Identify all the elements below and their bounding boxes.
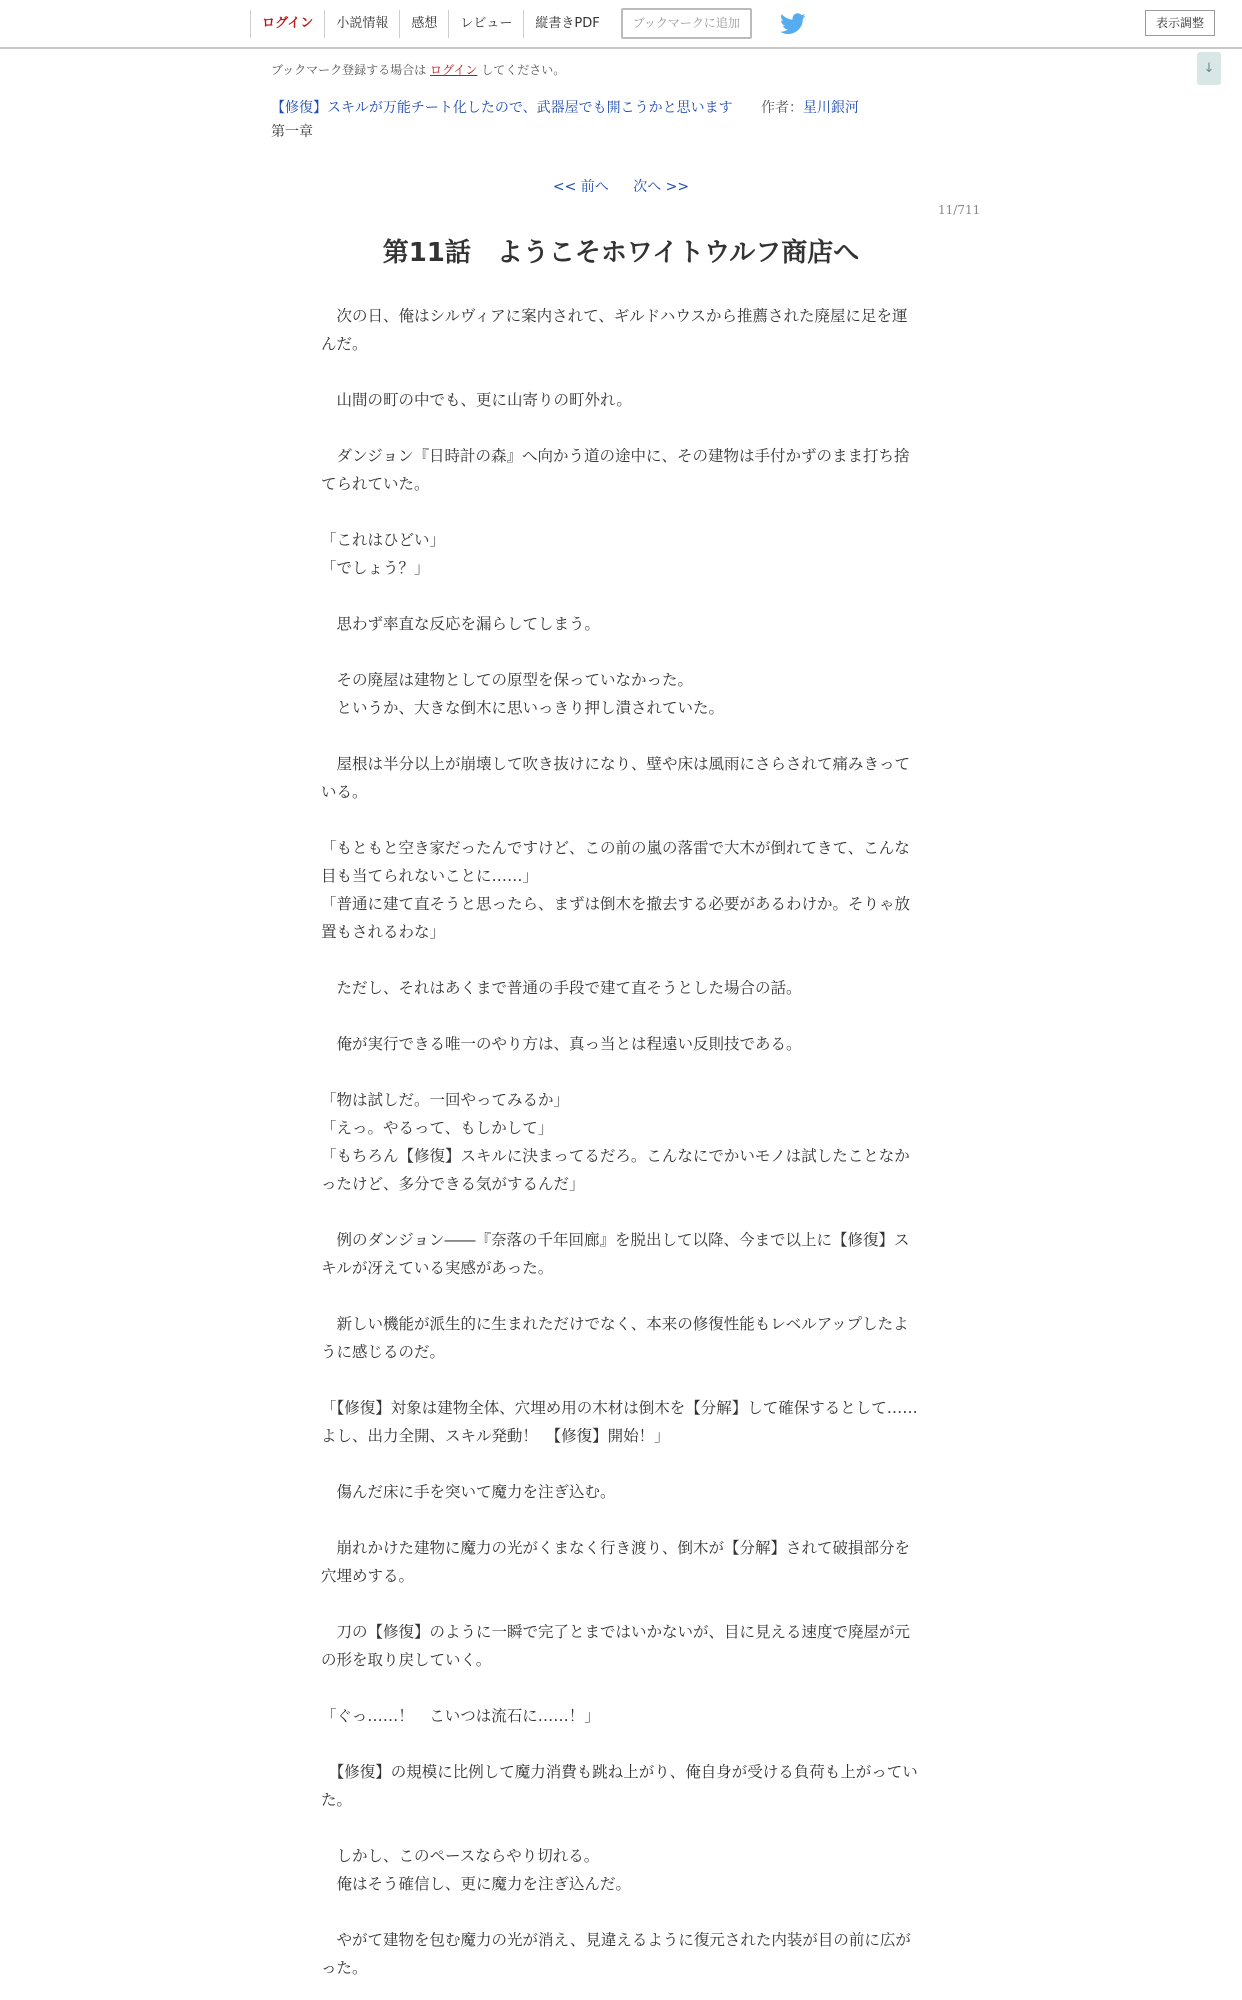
twitter-icon[interactable] [780, 13, 806, 35]
top-nav [250, 0, 806, 47]
novel-title-line [271, 97, 859, 117]
paragraph-gap [321, 1814, 921, 1842]
bookmark-note-text: ブックマーク登録する場合は [271, 63, 427, 77]
bookmark-note-suffix: してください。 [481, 63, 566, 77]
paragraph-gap [321, 638, 921, 666]
body-line: 例のダンジョン――『奈落の千年回廊』を脱出して以降、今まで以上に【修復】スキルが冴えている実感があった。 [321, 1231, 910, 1277]
paragraph-gap [321, 722, 921, 750]
body-line: 「【修復】対象は建物全体、穴埋め用の木材は倒木を【分解】して確保するとして……よし、出力全開、スキル発動！ 【修復】開始！」 [321, 1399, 918, 1445]
paragraph-gap [321, 1002, 921, 1030]
episode-title: 第11話 ようこそホワイトウルフ商店へ [382, 238, 860, 268]
body-line: 「もちろん【修復】スキルに決まってるだろ。こんなにでかいモノは試したことなかったけど、多分できる気がするんだ」 [321, 1147, 910, 1193]
paragraph-gap [321, 498, 921, 526]
paragraph-gap [321, 1506, 921, 1534]
body-line: 思わず率直な反応を漏らしてしまう。 [321, 615, 601, 633]
body-line: 【修復】の規模に比例して魔力消費も跳ね上がり、俺自身が受ける負荷も上がっていた。 [321, 1763, 918, 1809]
body-line: 「えっ。やるって、もしかして」 [321, 1119, 554, 1137]
author-link[interactable]: 星川銀河 [803, 100, 860, 116]
nav-novel-info[interactable]: 小説情報 [324, 10, 399, 38]
novel-body [321, 302, 921, 1982]
body-line: 新しい機能が派生的に生まれただけでなく、本来の修復性能もレベルアップしたように感じるのだ。 [321, 1315, 909, 1361]
body-line: その廃屋は建物としての原型を保っていなかった。 [321, 671, 694, 689]
paragraph-gap [321, 358, 921, 386]
paragraph-gap [321, 1366, 921, 1394]
body-line: 次の日、俺はシルヴィアに案内されて、ギルドハウスから推薦された廃屋に足を運んだ。 [321, 307, 908, 353]
paragraph-gap [321, 1058, 921, 1086]
body-line: 「これはひどい」 [321, 531, 446, 549]
paragraph-gap [321, 1450, 921, 1478]
body-line: 山間の町の中でも、更に山寄りの町外れ。 [321, 391, 632, 409]
body-line: しかし、このペースならやり切れる。 [321, 1847, 600, 1865]
scroll-down-button[interactable] [1197, 52, 1221, 85]
arrow-down-icon: ↓ [1203, 61, 1215, 76]
body-line: 俺が実行できる唯一のやり方は、真っ当とは程遠い反則技である。 [321, 1035, 802, 1053]
author-label: 作者： [761, 100, 804, 116]
paragraph-gap [321, 1730, 921, 1758]
body-line: 崩れかけた建物に魔力の光がくまなく行き渡り、倒木が【分解】されて破損部分を穴埋めする。 [321, 1539, 911, 1585]
body-line: ダンジョン『日時計の森』へ向かう道の途中に、その建物は手付かずのまま打ち捨てられていた。 [321, 447, 910, 493]
body-line: 「普通に建て直そうと思ったら、まずは倒木を撤去する必要があるわけか。そりゃ放置もされるわな」 [321, 895, 911, 941]
next-link[interactable]: 次へ >> [633, 179, 690, 195]
body-line: 俺はそう確信し、更に魔力を注ぎ込んだ。 [321, 1875, 632, 1893]
add-bookmark-button[interactable]: ブックマークに追加 [621, 8, 752, 39]
paragraph-gap [321, 806, 921, 834]
paragraph-gap [321, 1282, 921, 1310]
body-line: 「物は試しだ。一回やってみるか」 [321, 1091, 570, 1109]
top-bar [0, 0, 1242, 49]
body-line: 傷んだ床に手を突いて魔力を注ぎ込む。 [321, 1483, 616, 1501]
paragraph-gap [321, 1198, 921, 1226]
paragraph-gap [321, 946, 921, 974]
chapter-title: 第一章 [271, 124, 313, 140]
body-line: 刀の【修復】のように一瞬で完了とまではいかないが、目に見える速度で廃屋が元の形を取り戻していく。 [321, 1623, 911, 1669]
body-line: 「でしょう？」 [321, 559, 430, 577]
paragraph-gap [321, 414, 921, 442]
paragraph-gap [321, 1590, 921, 1618]
nav-login[interactable]: ログイン [250, 10, 324, 38]
novel-title-link[interactable]: 【修復】スキルが万能チート化したので、武器屋でも開こうかと思います [271, 100, 733, 116]
display-settings-button[interactable]: 表示調整 [1145, 10, 1215, 36]
nav-impressions[interactable]: 感想 [399, 10, 448, 38]
body-line: やがて建物を包む魔力の光が消え、見違えるように復元された内装が目の前に広がった。 [321, 1931, 911, 1977]
body-line: 「ぐっ……！ こいつは流石に……！」 [321, 1707, 600, 1725]
paragraph-gap [321, 1674, 921, 1702]
nav-review[interactable]: レビュー [448, 10, 523, 38]
paragraph-gap [321, 1898, 921, 1926]
bookmark-login-link[interactable]: ログイン [430, 63, 478, 77]
prev-link[interactable]: << 前へ [552, 179, 609, 195]
paragraph-gap [321, 582, 921, 610]
bookmark-login-note [271, 61, 565, 78]
body-line: ただし、それはあくまで普通の手段で建て直そうとした場合の話。 [321, 979, 802, 997]
body-line: というか、大きな倒木に思いっきり押し潰されていた。 [321, 699, 725, 717]
nav-vertical-pdf[interactable]: 縦書きPDF [523, 10, 610, 38]
body-line: 屋根は半分以上が崩壊して吹き抜けになり、壁や床は風雨にさらされて痛みきっている。 [321, 755, 911, 801]
page-count: 11/711 [938, 203, 981, 217]
body-line: 「もともと空き家だったんですけど、この前の嵐の落雷で大木が倒れてきて、こんな目も当てられないことに……」 [321, 839, 910, 885]
pager [0, 176, 1242, 196]
